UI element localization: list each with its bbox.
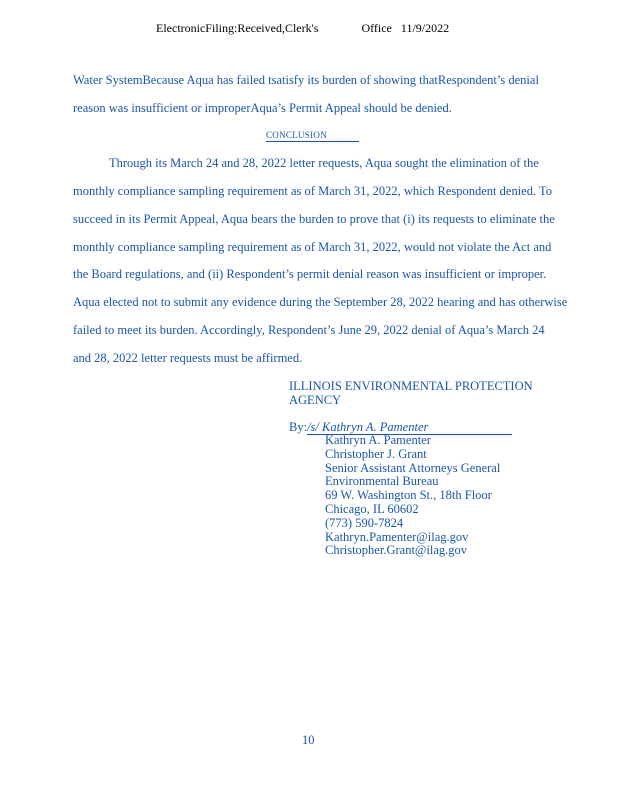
section-heading: CONCLUSION [266,129,359,142]
office-label: Office [361,21,392,35]
electronic-signature: /s/ Kathryn A. Pamenter [307,420,512,435]
body-line: Through its March 24 and 28, 2022 letter requests, Aqua sought the elimination of the [109,156,539,170]
email-address: Christopher.Grant@ilag.gov [325,543,468,558]
filing-label: ElectronicFiling:Received,Clerk's [156,21,319,35]
body-line: and 28, 2022 letter requests must be affirmed. [73,351,303,365]
signer-name: Kathryn A. Pamenter [325,433,431,447]
filing-date: 11/9/2022 [400,21,450,35]
city-address: Chicago, IL 60602 [325,501,419,516]
body-line: Aqua elected not to submit any evidence during the September 28, 2022 hearing and has otherwise [73,295,568,309]
signature-block [325,434,500,558]
email-address: Kathryn.Pamenter@ilag.gov [325,529,469,544]
bureau-name: Environmental Bureau [325,474,439,489]
body-line: the Board regulations, and (ii) Respondent’s permit denial reason was insufficient or improper. [73,267,547,281]
body-line: monthly compliance sampling requirement as of March 31, 2022, which Respondent denied. To [73,184,552,198]
body-line: monthly compliance sampling requirement as of March 31, 2022, would not violate the Act and [73,240,552,254]
signer-name: Christopher J. Grant [325,446,427,461]
street-address: 69 W. Washington St., 18th Floor [325,488,492,503]
signer-title: Senior Assistant Attorneys General [325,460,501,475]
filing-stamp [156,21,455,36]
body-line: succeed in its Permit Appeal, Aqua bears the burden to prove that (i) its requests to eliminate the [73,212,555,226]
page-number: 10 [302,733,315,747]
body-line: reason was insufficient or improperAqua’s Permit Appeal should be denied. [73,101,452,115]
by-label: By: [289,420,308,434]
signature-line [289,420,512,434]
body-line: failed to meet its burden. Accordingly, Respondent’s June 29, 2022 denial of Aqua’s March 24 [73,323,545,337]
agency-name: ILLINOIS ENVIRONMENTAL PROTECTION AGENCY [289,379,533,407]
phone-number: (773) 590-7824 [325,515,404,530]
body-line: Water SystemBecause Aqua has failed tsatisfy its burden of showing thatRespondent’s denial [73,73,539,87]
